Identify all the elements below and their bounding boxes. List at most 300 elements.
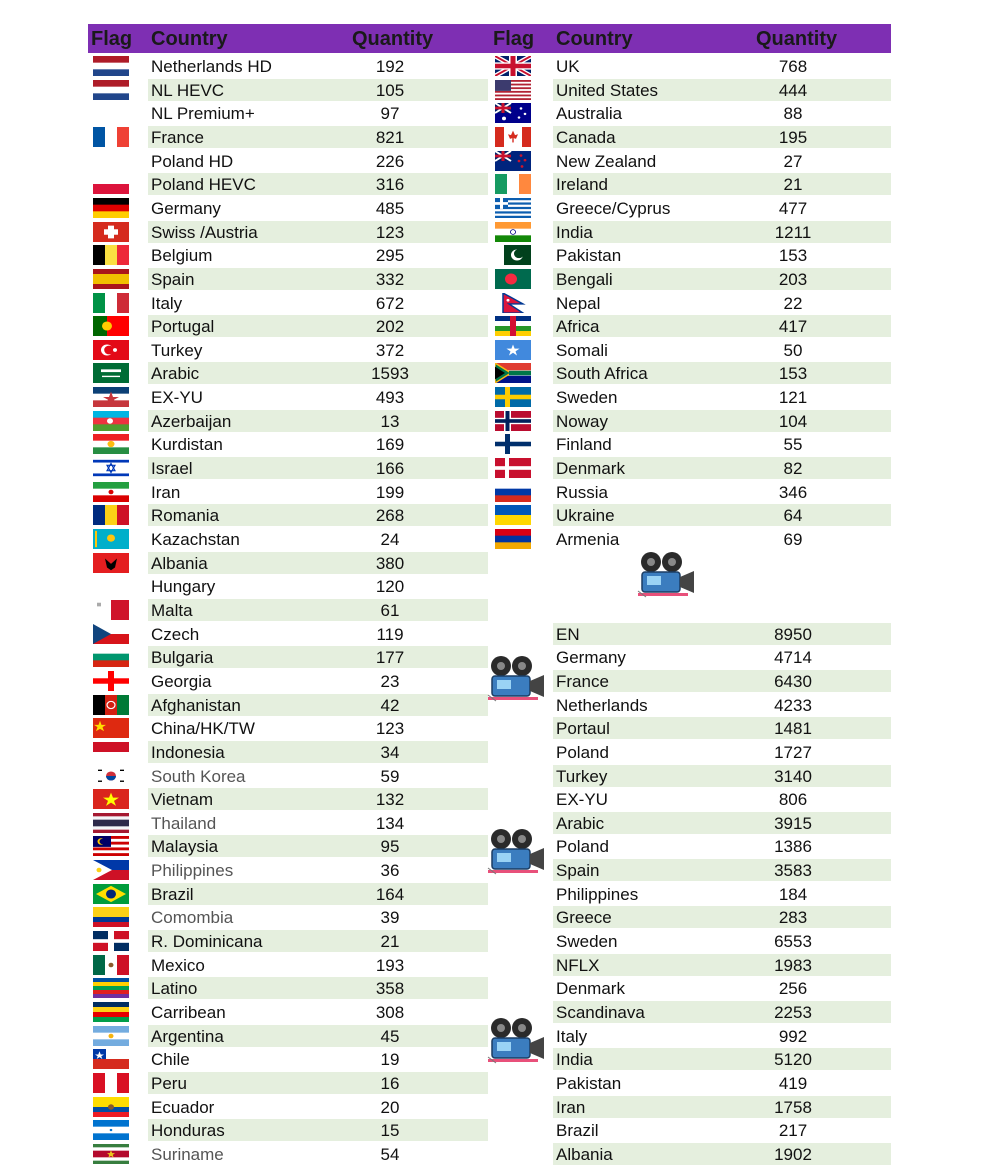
gr-flag-icon — [495, 198, 531, 218]
quantity-value: 417 — [778, 317, 808, 337]
country-name: Noway — [556, 411, 608, 431]
table-row — [553, 410, 891, 432]
quantity-value: 372 — [375, 340, 405, 360]
quantity-value: 217 — [778, 1121, 808, 1141]
table-row — [553, 859, 891, 881]
de-flag-icon — [93, 198, 129, 218]
quantity-value: 119 — [376, 624, 404, 644]
table-row — [553, 1096, 891, 1118]
quantity-value: 134 — [375, 813, 405, 833]
table-row — [148, 1048, 488, 1070]
country-name: Bengali — [556, 269, 613, 289]
dk-flag-icon — [495, 458, 531, 478]
country-name: Brazil — [556, 1121, 599, 1141]
kurd-flag-icon — [93, 434, 129, 454]
country-name: Ireland — [556, 175, 608, 195]
country-name: NL HEVC — [151, 80, 225, 100]
table-row — [553, 1119, 891, 1141]
quantity-value: 6430 — [774, 671, 812, 691]
country-name: Arabic — [151, 364, 200, 384]
quantity-value: 61 — [380, 600, 400, 620]
country-name: Swiss /Austria — [151, 222, 258, 242]
country-name: Spain — [151, 269, 195, 289]
quantity-value: 1758 — [774, 1097, 812, 1117]
table-row — [553, 386, 891, 408]
table-row — [553, 102, 891, 124]
table-row — [148, 906, 488, 928]
country-name: Argentina — [151, 1026, 224, 1046]
af-flag-icon — [93, 695, 129, 715]
quantity-value: 3140 — [774, 766, 812, 786]
quantity-value: 3583 — [774, 861, 812, 881]
quantity-value: 39 — [380, 908, 400, 928]
in-flag-icon — [495, 222, 531, 242]
country-name: Sweden — [556, 932, 618, 952]
be-flag-icon — [93, 245, 129, 265]
table-row — [148, 812, 488, 834]
table-row — [148, 197, 488, 219]
do-flag-icon — [93, 931, 129, 951]
country-name: Greece/Cyprus — [556, 198, 671, 218]
quantity-value: 59 — [380, 766, 400, 786]
table-row — [553, 717, 891, 739]
quantity-value: 203 — [778, 269, 808, 289]
country-name: Malaysia — [151, 837, 219, 857]
cn-flag-icon — [93, 718, 129, 738]
table-row — [553, 670, 891, 692]
table-row — [553, 315, 891, 337]
table-row — [553, 977, 891, 999]
es-flag-icon — [93, 269, 129, 289]
quantity-value: 380 — [375, 553, 405, 573]
country-name: Belgium — [151, 246, 213, 266]
quantity-value: 477 — [778, 198, 808, 218]
country-name: Germany — [151, 198, 221, 218]
quantity-value: 88 — [783, 104, 803, 124]
table-row — [148, 977, 488, 999]
table-row — [148, 55, 488, 77]
table-row — [553, 457, 891, 479]
pk-flag-icon — [495, 245, 531, 265]
table-row — [553, 481, 891, 503]
country-name: Malta — [151, 600, 193, 620]
quantity-value: 444 — [778, 80, 808, 100]
country-name: Italy — [151, 293, 183, 313]
am-flag-icon — [495, 529, 531, 549]
country-name: Germany — [556, 648, 626, 668]
fr-flag-icon — [93, 127, 129, 147]
quantity-value: 177 — [375, 648, 405, 668]
quantity-value: 104 — [778, 411, 808, 431]
country-name: China/HK/TW — [151, 719, 255, 739]
quantity-value: 164 — [375, 884, 405, 904]
table-row — [148, 646, 488, 668]
ru-flag-icon — [495, 482, 531, 502]
quantity-value: 493 — [375, 388, 405, 408]
table-row — [148, 528, 488, 550]
country-name: Portaul — [556, 719, 610, 739]
quantity-value: 1983 — [774, 955, 812, 975]
table-row — [148, 410, 488, 432]
quantity-value: 192 — [375, 57, 405, 76]
quantity-value: 15 — [380, 1121, 400, 1141]
quantity-value: 5120 — [774, 1050, 812, 1070]
table-row — [553, 197, 891, 219]
quantity-value: 69 — [783, 530, 803, 549]
table-row — [148, 386, 488, 408]
quantity-value: 1211 — [774, 222, 812, 242]
quantity-value: 27 — [783, 151, 803, 171]
quantity-value: 316 — [375, 175, 405, 195]
country-name: EX-YU — [556, 790, 608, 810]
np-flag-icon — [495, 293, 531, 313]
my-flag-icon — [93, 836, 129, 856]
quantity-value: 672 — [375, 293, 405, 313]
ir-flag-icon — [93, 482, 129, 502]
table-row — [148, 670, 488, 692]
pt-flag-icon — [93, 316, 129, 336]
table-row — [148, 1096, 488, 1118]
mt-flag-icon — [93, 600, 129, 620]
table-row — [148, 126, 488, 148]
quantity-value: 268 — [375, 506, 405, 526]
uk-flag-icon — [495, 56, 531, 76]
table-row — [553, 244, 891, 266]
table-row — [553, 1025, 891, 1047]
quantity-value: 22 — [783, 293, 803, 313]
table-row — [148, 835, 488, 857]
country-name: Bulgaria — [151, 648, 214, 668]
table-row — [148, 150, 488, 172]
ar-flag-icon — [93, 1026, 129, 1046]
quantity-value: 199 — [375, 482, 405, 502]
country-name: France — [556, 671, 609, 691]
country-name: Romania — [151, 506, 220, 526]
quantity-value: 226 — [375, 151, 405, 171]
country-name: Armenia — [556, 530, 620, 549]
country-name: Portugal — [151, 317, 215, 337]
quantity-value: 64 — [783, 506, 803, 526]
so-flag-icon — [495, 340, 531, 360]
quantity-value: 166 — [375, 459, 405, 479]
table-row — [148, 1119, 488, 1141]
country-name: Denmark — [556, 979, 625, 999]
country-name: South Africa — [556, 364, 648, 384]
table-row — [553, 362, 891, 384]
quantity-value: 121 — [778, 388, 808, 408]
country-name: Ecuador — [151, 1097, 215, 1117]
country-name: UK — [556, 57, 580, 76]
quantity-value: 34 — [380, 742, 400, 762]
country-name: Iran — [556, 1097, 586, 1117]
country-name: Poland HD — [151, 151, 234, 171]
quantity-value: 45 — [380, 1026, 400, 1046]
quantity-value: 50 — [783, 340, 803, 360]
quantity-value: 95 — [380, 837, 400, 857]
cf-flag-icon — [495, 316, 531, 336]
quantity-value: 24 — [380, 530, 400, 549]
table-row — [148, 173, 488, 195]
kr-flag-icon — [93, 766, 129, 786]
country-header: Country — [556, 28, 633, 50]
quantity-value: 485 — [375, 198, 405, 218]
country-name: Russia — [556, 482, 608, 502]
country-name: New Zealand — [556, 151, 657, 171]
quantity-value: 169 — [375, 435, 405, 455]
quantity-value: 419 — [778, 1073, 808, 1093]
nl-flag-icon — [93, 80, 129, 100]
nz-flag-icon — [495, 151, 531, 171]
country-name: Arabic — [556, 813, 605, 833]
table-row — [553, 1048, 891, 1070]
quantity-value: 193 — [375, 955, 405, 975]
table-row — [148, 599, 488, 621]
cz-flag-icon — [93, 624, 129, 644]
quantity-value: 13 — [380, 411, 400, 431]
country-name: Italy — [556, 1026, 588, 1046]
table-row — [553, 504, 891, 526]
id-flag-icon — [93, 742, 129, 762]
table-row — [148, 788, 488, 810]
table-row — [553, 433, 891, 455]
table-row — [148, 694, 488, 716]
quantity-value: 4233 — [774, 695, 812, 715]
country-name: Somali — [556, 340, 608, 360]
table-row — [553, 741, 891, 763]
table-row — [148, 552, 488, 574]
country-name: Netherlands HD — [151, 57, 272, 76]
country-name: Azerbaijan — [151, 411, 232, 431]
country-name: Vietnam — [151, 790, 214, 810]
country-name: Kazachstan — [151, 530, 240, 549]
quantity-value: 358 — [375, 979, 405, 999]
sr-flag-icon — [93, 1144, 129, 1164]
table-row — [148, 575, 488, 597]
quantity-value: 821 — [375, 127, 405, 147]
table-row — [553, 1001, 891, 1023]
country-name: Indonesia — [151, 742, 225, 762]
table-row — [553, 221, 891, 243]
tr-flag-icon — [93, 340, 129, 360]
quantity-value: 21 — [783, 175, 803, 195]
quantity-value: 3915 — [774, 813, 812, 833]
country-name: Thailand — [151, 813, 217, 833]
flag-header: Flag — [493, 28, 535, 50]
table-row — [148, 268, 488, 290]
quantity-value: 23 — [380, 671, 400, 691]
latino-flag-icon — [93, 978, 129, 998]
country-name: United States — [556, 80, 659, 100]
ge-flag-icon — [93, 671, 129, 691]
table-row — [148, 1025, 488, 1047]
kz-flag-icon — [93, 529, 129, 549]
table-row — [553, 1143, 891, 1165]
quantity-value: 132 — [375, 790, 405, 810]
fi-flag-icon — [495, 434, 531, 454]
country-name: Chile — [151, 1050, 190, 1070]
table-row — [553, 292, 891, 314]
country-name: Afghanistan — [151, 695, 241, 715]
country-header: Country — [151, 28, 228, 50]
country-name: Czech — [151, 624, 200, 644]
movie-camera-icon — [486, 1017, 548, 1067]
movie-camera-icon — [486, 828, 548, 878]
yu-flag-icon — [93, 387, 129, 407]
az-flag-icon — [93, 411, 129, 431]
country-name: Kurdistan — [151, 435, 223, 455]
country-name: Greece — [556, 908, 612, 928]
table-row — [148, 883, 488, 905]
mx-flag-icon — [93, 955, 129, 975]
carib-flag-icon — [93, 1002, 129, 1022]
table-row — [553, 150, 891, 172]
table-row — [148, 339, 488, 361]
quantity-value: 153 — [778, 364, 808, 384]
ie-flag-icon — [495, 174, 531, 194]
quantity-value: 806 — [778, 790, 808, 810]
country-name: EN — [556, 624, 580, 644]
country-name: Albania — [556, 1144, 613, 1164]
table-row — [148, 623, 488, 645]
table-row — [553, 646, 891, 668]
quantity-value: 54 — [380, 1144, 400, 1164]
table-row — [148, 504, 488, 526]
it-flag-icon — [93, 293, 129, 313]
table-row — [148, 79, 488, 101]
country-name: Nepal — [556, 293, 601, 313]
table-row — [148, 1072, 488, 1094]
country-name: Philippines — [151, 861, 234, 881]
quantity-value: 120 — [375, 577, 405, 597]
country-name: Peru — [151, 1073, 187, 1093]
country-name: Spain — [556, 861, 600, 881]
country-name: Carribean — [151, 1003, 226, 1022]
ca-flag-icon — [495, 127, 531, 147]
se-flag-icon — [495, 387, 531, 407]
country-name: Israel — [151, 459, 193, 479]
country-name: France — [151, 127, 204, 147]
country-name: Poland — [556, 742, 609, 762]
table-row — [148, 221, 488, 243]
country-name: Sweden — [556, 388, 618, 408]
country-name: Honduras — [151, 1121, 225, 1141]
quantity-value: 36 — [380, 861, 400, 881]
table-row — [553, 268, 891, 290]
table-row — [148, 1001, 488, 1023]
al-flag-icon — [93, 553, 129, 573]
country-name: Latino — [151, 979, 198, 999]
quantity-value: 6553 — [774, 932, 812, 952]
quantity-value: 195 — [778, 127, 808, 147]
table-row — [553, 339, 891, 361]
au-flag-icon — [495, 103, 531, 123]
country-name: India — [556, 222, 593, 242]
quantity-value: 16 — [380, 1073, 400, 1093]
country-name: Suriname — [151, 1144, 224, 1164]
table-row — [148, 930, 488, 952]
quantity-value: 308 — [375, 1003, 405, 1022]
ph-flag-icon — [93, 860, 129, 880]
quantity-value: 332 — [375, 269, 405, 289]
table-row — [148, 717, 488, 739]
vn-flag-icon — [93, 789, 129, 809]
country-name: South Korea — [151, 766, 246, 786]
table-row — [148, 481, 488, 503]
country-name: Australia — [556, 104, 623, 124]
nl-flag-icon — [93, 56, 129, 76]
table-row — [148, 433, 488, 455]
table-row — [553, 694, 891, 716]
table-row — [148, 315, 488, 337]
country-name: Poland — [556, 837, 609, 857]
il-flag-icon — [93, 458, 129, 478]
table-row — [553, 930, 891, 952]
table-row — [148, 244, 488, 266]
quantity-value: 283 — [778, 908, 808, 928]
country-name: Brazil — [151, 884, 194, 904]
table-row — [553, 765, 891, 787]
country-name: Mexico — [151, 955, 205, 975]
quantity-value: 153 — [778, 246, 808, 266]
country-name: Scandinava — [556, 1003, 645, 1022]
country-name: Comombia — [151, 908, 234, 928]
pe-flag-icon — [93, 1073, 129, 1093]
country-name: NFLX — [556, 955, 600, 975]
quantity-value: 768 — [778, 57, 808, 76]
country-name: Netherlands — [556, 695, 648, 715]
country-name: Pakistan — [556, 1073, 622, 1093]
table-row — [553, 79, 891, 101]
table-row — [553, 954, 891, 976]
country-name: EX-YU — [151, 388, 203, 408]
country-name: Turkey — [151, 340, 203, 360]
country-name: Albania — [151, 553, 208, 573]
quantity-value: 2253 — [774, 1003, 812, 1022]
country-name: Denmark — [556, 459, 625, 479]
co-flag-icon — [93, 907, 129, 927]
table-row — [553, 623, 891, 645]
country-name: Turkey — [556, 766, 608, 786]
table-row — [553, 528, 891, 550]
sa-flag-icon — [93, 363, 129, 383]
country-name: India — [556, 1050, 593, 1070]
quantity-value: 105 — [375, 80, 405, 100]
country-name: NL Premium+ — [151, 104, 255, 124]
country-name: Pakistan — [556, 246, 622, 266]
table-row — [553, 788, 891, 810]
table-row — [148, 765, 488, 787]
quantity-value: 256 — [778, 979, 808, 999]
quantity-value: 4714 — [774, 648, 812, 668]
table-row — [148, 457, 488, 479]
hn-flag-icon — [93, 1120, 129, 1140]
quantity-value: 1481 — [774, 719, 812, 739]
table-row — [148, 954, 488, 976]
quantity-header: Quantity — [352, 28, 434, 50]
quantity-value: 8950 — [774, 624, 812, 644]
quantity-value: 20 — [380, 1097, 400, 1117]
ua-flag-icon — [495, 505, 531, 525]
no-flag-icon — [495, 411, 531, 431]
quantity-value: 202 — [375, 317, 405, 337]
ro-flag-icon — [93, 505, 129, 525]
table-row — [553, 173, 891, 195]
table-row — [553, 1072, 891, 1094]
movie-camera-icon — [636, 551, 698, 601]
za-flag-icon — [495, 363, 531, 383]
us-flag-icon — [495, 80, 531, 100]
quantity-value: 1727 — [774, 742, 812, 762]
